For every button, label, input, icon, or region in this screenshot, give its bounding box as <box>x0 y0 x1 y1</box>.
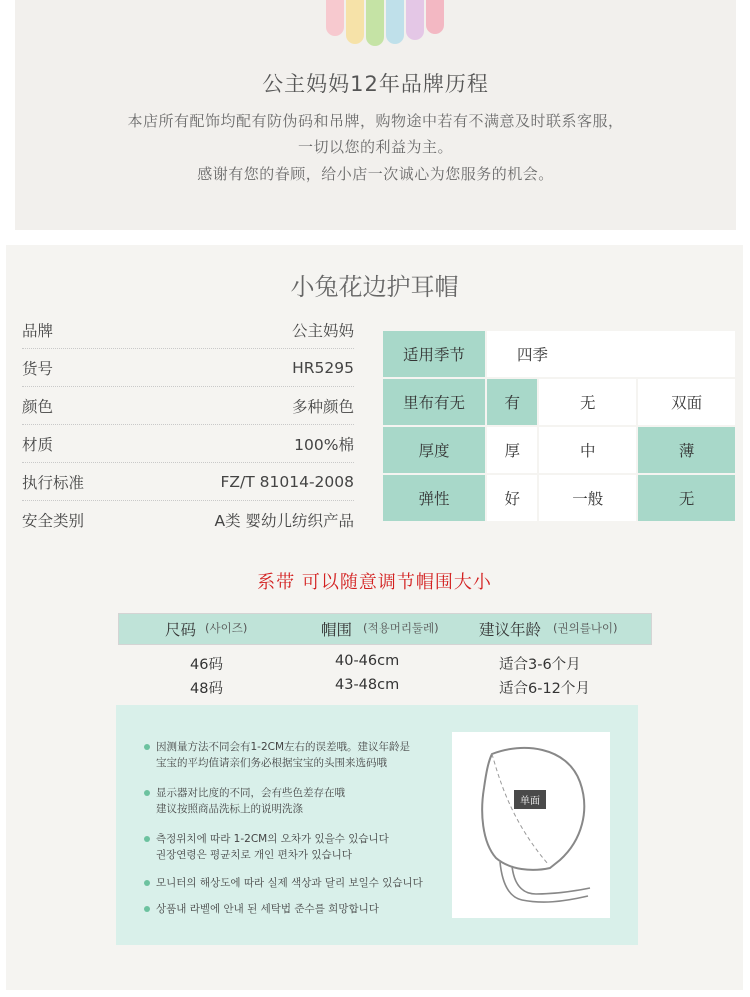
stripe-5 <box>406 0 424 40</box>
prop-label: 厚度 <box>383 427 487 475</box>
prop-option: 好 <box>487 475 539 523</box>
prop-row-elasticity <box>383 475 737 523</box>
prop-value: 四季 <box>487 331 737 379</box>
prop-option-selected: 有 <box>487 379 539 427</box>
stripe-1 <box>326 0 344 36</box>
hat-outline-icon <box>452 732 610 918</box>
spec-label: 品牌 <box>22 321 54 340</box>
adjustable-strap-notice: 系带 可以随意调节帽围大小 <box>257 572 492 593</box>
prop-option: 双面 <box>638 379 737 427</box>
size-row <box>118 677 652 699</box>
note-text: 显示器对比度的不同，会有些色差存在哦 <box>156 787 345 799</box>
prop-option-selected: 薄 <box>638 427 737 475</box>
brand-line-1: 本店所有配饰均配有防伪码和吊牌，购物途中若有不满意及时联系客服， <box>127 112 624 130</box>
color-stripes-decoration <box>320 0 450 50</box>
prop-option: 厚 <box>487 427 539 475</box>
size-header-main: 尺码 <box>165 621 197 639</box>
spec-label: 货号 <box>22 359 54 378</box>
prop-row-lining <box>383 379 737 427</box>
bullet-icon <box>144 790 150 796</box>
product-title: 小兔花边护耳帽 <box>290 273 459 301</box>
property-table <box>383 331 737 523</box>
spec-list <box>22 311 354 539</box>
size-header-sub: (사이즈) <box>205 621 248 635</box>
prop-option-selected: 无 <box>638 475 737 523</box>
bullet-icon <box>144 836 150 842</box>
prop-label: 里布有无 <box>383 379 487 427</box>
note-item <box>144 901 379 917</box>
prop-row-season <box>383 331 737 379</box>
size-table-header <box>118 613 652 645</box>
spec-label: 安全类别 <box>22 512 85 530</box>
brand-line-2: 一切以您的利益为主。 <box>297 138 453 156</box>
spec-value: A类 婴幼儿纺织产品 <box>214 512 354 530</box>
note-text: 因测量方法不同会有1-2CM左右的误差哦。建议年龄是 <box>156 741 411 753</box>
note-text: 建议按照商品洗标上的说明洗涤 <box>156 803 303 815</box>
stripe-6 <box>426 0 444 34</box>
note-text: 권장연령은 평균치로 개인 편차가 있습니다 <box>156 849 352 861</box>
prop-option: 中 <box>539 427 638 475</box>
note-item <box>144 785 345 817</box>
circ-header-sub: (적용머리둘레) <box>363 621 439 635</box>
prop-row-thickness <box>383 427 737 475</box>
bullet-icon <box>144 744 150 750</box>
prop-label: 弹性 <box>383 475 487 523</box>
stripe-3 <box>366 0 384 46</box>
size-cell: 48码 <box>190 681 223 697</box>
size-cell: 46码 <box>190 657 223 673</box>
spec-row-safety <box>22 501 354 539</box>
age-cell: 适合3-6个月 <box>499 657 581 673</box>
note-text: 측정위치에 따라 1-2CM의 오차가 있을수 있습니다 <box>156 833 389 845</box>
single-layer-label: 单面 <box>514 790 546 809</box>
note-text: 상품내 라벨에 안내 된 세탁법 준수를 희망합니다 <box>156 903 379 915</box>
note-item <box>144 875 423 891</box>
note-item <box>144 831 389 863</box>
spec-label: 材质 <box>22 435 54 454</box>
age-cell: 适合6-12个月 <box>499 681 590 697</box>
spec-value: FZ/T 81014-2008 <box>220 472 354 491</box>
stripe-4 <box>386 0 404 44</box>
spec-row-standard <box>22 463 354 501</box>
note-item <box>144 739 410 771</box>
size-row <box>118 653 652 675</box>
bullet-icon <box>144 880 150 886</box>
spec-row-color <box>22 387 354 425</box>
note-text: 宝宝的平均值请亲们务必根据宝宝的头围来选码哦 <box>156 757 387 769</box>
brand-banner <box>15 0 736 230</box>
hat-diagram <box>452 732 610 918</box>
spec-label: 执行标准 <box>22 473 85 492</box>
spec-value: 公主妈妈 <box>291 321 354 340</box>
note-text: 모니터의 해상도에 따라 실제 색상과 달리 보일수 있습니다 <box>156 877 423 889</box>
spec-row-item-no <box>22 349 354 387</box>
stripe-2 <box>346 0 364 44</box>
brand-line-3: 感谢有您的眷顾，给小店一次诚心为您服务的机会。 <box>197 165 554 183</box>
spec-label: 颜色 <box>22 397 54 416</box>
spec-value: 100%棉 <box>294 435 354 454</box>
brand-history-title: 公主妈妈12年品牌历程 <box>262 72 489 96</box>
bullet-icon <box>144 906 150 912</box>
prop-label: 适用季节 <box>383 331 487 379</box>
circ-cell: 43-48cm <box>335 677 400 693</box>
product-detail-section <box>6 245 743 990</box>
circ-header-main: 帽围 <box>321 621 353 639</box>
prop-option: 一般 <box>539 475 638 523</box>
circ-cell: 40-46cm <box>335 653 400 669</box>
spec-row-material <box>22 425 354 463</box>
prop-option: 无 <box>539 379 638 427</box>
spec-row-brand <box>22 311 354 349</box>
spec-value: HR5295 <box>292 358 354 377</box>
age-header-sub: (권의를나이) <box>553 621 618 635</box>
age-header-main: 建议年龄 <box>479 621 542 639</box>
spec-value: 多种颜色 <box>291 397 354 416</box>
